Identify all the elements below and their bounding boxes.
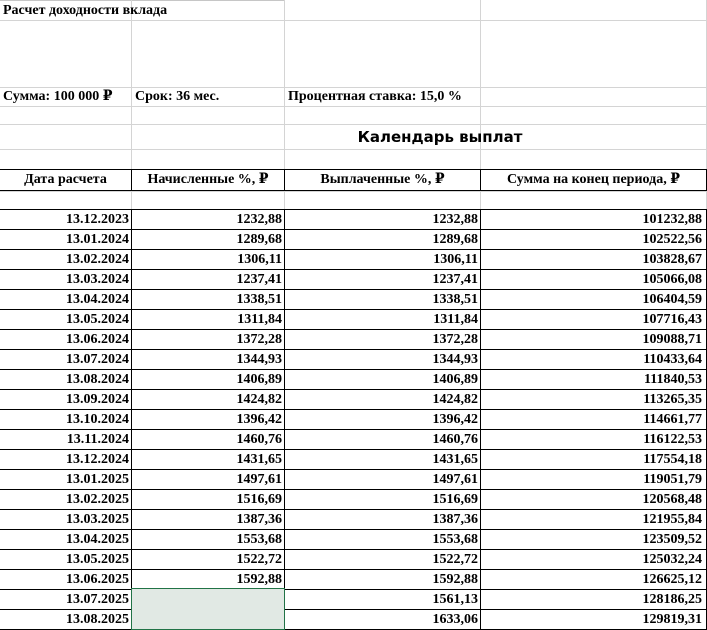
column-header-date: Дата расчета <box>24 172 107 187</box>
row-date: 13.04.2025 <box>66 532 129 547</box>
gridline <box>0 124 707 125</box>
gridline <box>480 191 481 209</box>
table-row <box>0 610 707 630</box>
row-balance: 119051,79 <box>643 472 702 487</box>
row-balance: 116122,53 <box>643 432 702 447</box>
row-accrued: 1431,65 <box>236 452 282 467</box>
row-accrued: 1592,88 <box>236 572 282 587</box>
table-row <box>0 210 707 230</box>
table-border <box>131 209 132 629</box>
row-accrued: 1460,76 <box>236 432 282 447</box>
table-row <box>0 330 707 350</box>
row-balance: 111840,53 <box>644 372 702 387</box>
row-paid: 1387,36 <box>432 512 478 527</box>
table-border <box>0 190 707 191</box>
row-balance: 101232,88 <box>642 212 702 227</box>
row-balance: 128186,25 <box>642 592 702 607</box>
row-paid: 1289,68 <box>432 232 478 247</box>
row-paid: 1516,69 <box>432 492 478 507</box>
schedule-title: Календарь выплат <box>357 128 523 146</box>
table-row <box>0 410 707 430</box>
row-date: 13.01.2024 <box>66 232 129 247</box>
row-date: 13.04.2024 <box>66 292 129 307</box>
row-paid: 1633,06 <box>432 612 478 627</box>
row-paid: 1553,68 <box>432 532 478 547</box>
deposit-term: Срок: 36 мес. <box>135 89 220 104</box>
row-balance: 103828,67 <box>642 252 702 267</box>
table-row <box>0 470 707 490</box>
row-paid: 1522,72 <box>432 552 478 567</box>
table-border <box>480 169 481 191</box>
row-date: 13.07.2025 <box>66 592 129 607</box>
sheet-title: Расчет доходности вклада <box>3 3 168 18</box>
column-header-balance: Сумма на конец периода, ₽ <box>507 172 680 187</box>
row-date: 13.02.2024 <box>66 252 129 267</box>
row-balance: 106404,59 <box>642 292 702 307</box>
row-paid: 1497,61 <box>432 472 478 487</box>
table-row <box>0 510 707 530</box>
table-border <box>480 209 481 629</box>
table-row <box>0 290 707 310</box>
row-balance: 110433,64 <box>643 352 702 367</box>
row-date: 13.09.2024 <box>66 392 129 407</box>
row-paid: 1232,88 <box>432 212 478 227</box>
table-row <box>0 430 707 450</box>
row-balance: 121955,84 <box>642 512 702 527</box>
row-accrued: 1311,84 <box>237 312 282 327</box>
row-balance: 113265,35 <box>643 392 702 407</box>
gridline <box>131 191 132 209</box>
row-date: 13.02.2025 <box>66 492 129 507</box>
column-header-accrued: Начисленные %, ₽ <box>147 172 269 187</box>
row-balance: 120568,48 <box>642 492 702 507</box>
row-paid: 1306,11 <box>433 252 478 267</box>
row-paid: 1460,76 <box>432 432 478 447</box>
interest-rate: Процентная ставка: 15,0 % <box>288 89 462 104</box>
row-balance: 129819,31 <box>642 612 702 627</box>
row-date: 13.03.2024 <box>66 272 129 287</box>
row-paid: 1344,93 <box>432 352 478 367</box>
row-balance: 107716,43 <box>642 312 702 327</box>
table-row <box>0 390 707 410</box>
table-border <box>284 209 285 629</box>
row-balance: 125032,24 <box>642 552 702 567</box>
column-header-paid: Выплаченные %, ₽ <box>320 172 445 187</box>
row-date: 13.08.2025 <box>66 612 129 627</box>
row-balance: 114661,77 <box>643 412 702 427</box>
row-balance: 105066,08 <box>642 272 702 287</box>
row-date: 13.03.2025 <box>66 512 129 527</box>
row-date: 13.11.2024 <box>66 432 129 447</box>
row-accrued: 1497,61 <box>236 472 282 487</box>
table-row <box>0 490 707 510</box>
table-row <box>0 530 707 550</box>
row-date: 13.05.2025 <box>66 552 129 567</box>
table-row <box>0 570 707 590</box>
row-accrued: 1338,51 <box>236 292 282 307</box>
row-date: 13.10.2024 <box>66 412 129 427</box>
gridline <box>0 191 707 192</box>
row-date: 13.01.2025 <box>66 472 129 487</box>
table-row <box>0 230 707 250</box>
row-paid: 1406,89 <box>432 372 478 387</box>
row-accrued: 1387,36 <box>236 512 282 527</box>
row-accrued: 1289,68 <box>236 232 282 247</box>
row-date: 13.06.2024 <box>66 332 129 347</box>
row-accrued: 1237,41 <box>236 272 282 287</box>
row-balance: 109088,71 <box>642 332 702 347</box>
table-row <box>0 250 707 270</box>
row-paid: 1592,88 <box>432 572 478 587</box>
row-paid: 1338,51 <box>432 292 478 307</box>
gridline <box>0 149 707 150</box>
row-paid: 1431,65 <box>432 452 478 467</box>
table-row <box>0 590 707 610</box>
row-accrued: 1406,89 <box>236 372 282 387</box>
row-accrued: 1306,11 <box>237 252 282 267</box>
row-paid: 1396,42 <box>432 412 478 427</box>
row-date: 13.12.2023 <box>66 212 129 227</box>
row-balance: 117554,18 <box>643 452 702 467</box>
row-accrued: 1232,88 <box>236 212 282 227</box>
row-accrued: 1344,93 <box>236 352 282 367</box>
row-date: 13.12.2024 <box>66 452 129 467</box>
table-row <box>0 310 707 330</box>
table-row <box>0 550 707 570</box>
selected-range[interactable] <box>131 588 285 630</box>
row-paid: 1372,28 <box>432 332 478 347</box>
row-paid: 1237,41 <box>432 272 478 287</box>
row-accrued: 1553,68 <box>236 532 282 547</box>
row-accrued: 1372,28 <box>236 332 282 347</box>
gridline <box>284 191 285 209</box>
table-row <box>0 370 707 390</box>
table-border <box>131 169 132 191</box>
row-paid: 1311,84 <box>433 312 478 327</box>
table-border <box>284 169 285 191</box>
row-paid: 1424,82 <box>432 392 478 407</box>
table-row <box>0 270 707 290</box>
row-balance: 126625,12 <box>642 572 702 587</box>
row-accrued: 1424,82 <box>236 392 282 407</box>
row-balance: 102522,56 <box>642 232 702 247</box>
row-date: 13.06.2025 <box>66 572 129 587</box>
row-date: 13.08.2024 <box>66 372 129 387</box>
row-accrued: 1396,42 <box>236 412 282 427</box>
row-date: 13.05.2024 <box>66 312 129 327</box>
row-date: 13.07.2024 <box>66 352 129 367</box>
gridline <box>131 0 132 169</box>
deposit-amount: Сумма: 100 000 ₽ <box>3 89 113 104</box>
row-accrued: 1522,72 <box>236 552 282 567</box>
table-row <box>0 450 707 470</box>
row-accrued: 1516,69 <box>236 492 282 507</box>
table-row <box>0 350 707 370</box>
row-balance: 123509,52 <box>642 532 702 547</box>
row-paid: 1561,13 <box>432 592 478 607</box>
